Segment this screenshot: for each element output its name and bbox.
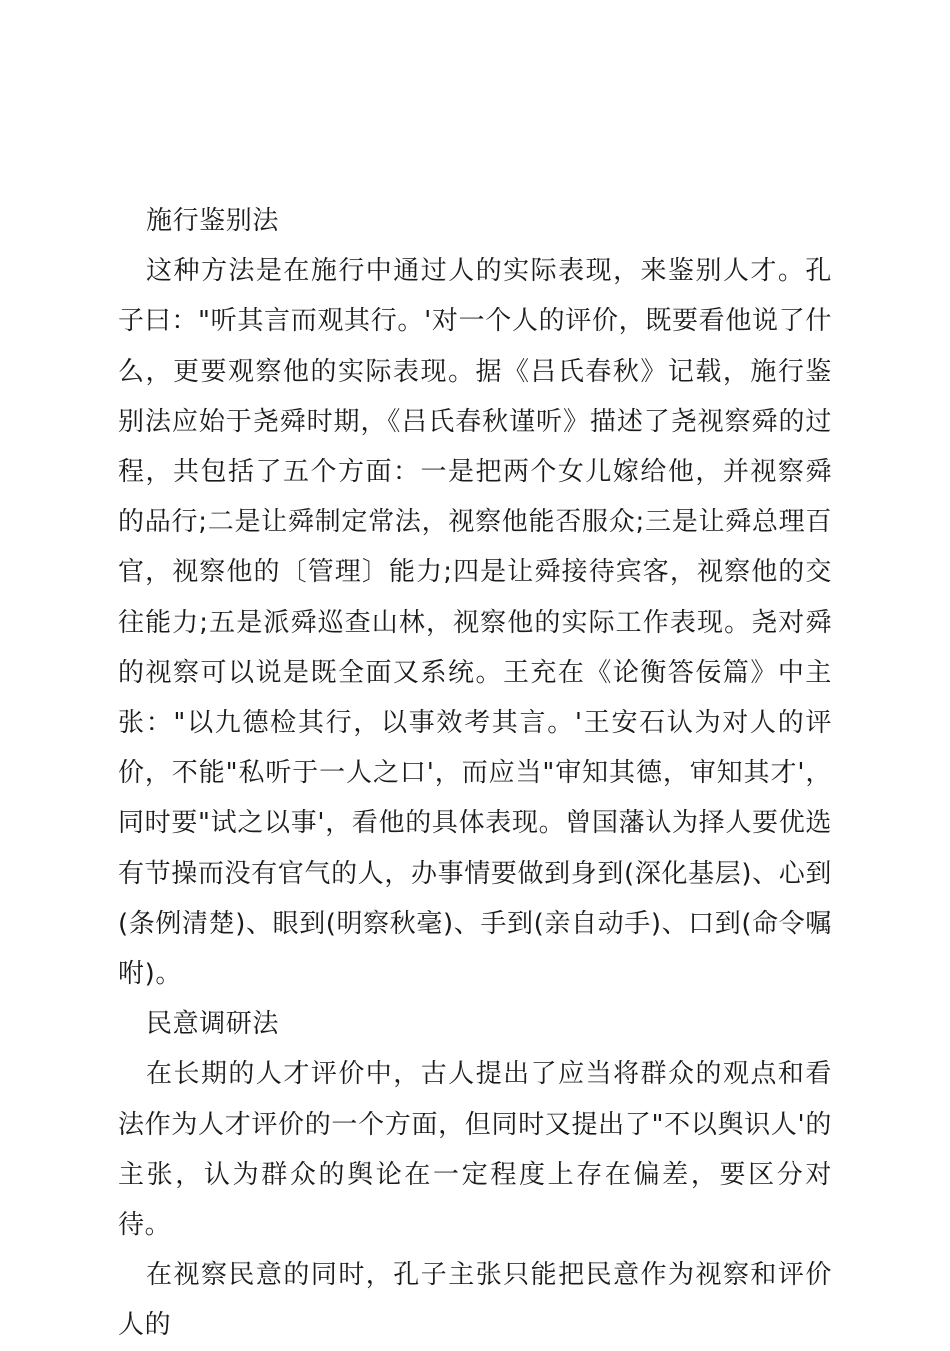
paragraph-public-opinion: 在长期的人才评价中，古人提出了应当将群众的观点和看法作为人才评价的一个方面，但同时又提出了"不以舆识人'的主张，认为群众的舆论在一定程度上存在偏差，要区分对待。: [118, 1059, 832, 1241]
document-body: [118, 196, 832, 1351]
paragraph-confucius-opinion: 在视察民意的同时，孔子主张只能把民意作为视察和评价人的: [118, 1260, 832, 1341]
section-heading-public-opinion: 民意调研法: [146, 1009, 280, 1040]
section-heading-practice-evaluation: 施行鉴别法: [146, 206, 280, 236]
paragraph-practice-evaluation: 这种方法是在施行中通过人的实际表现，来鉴别人才。孔子曰："听其言而观其行。'对一个人的评价，既要看他说了什么，更要观察他的实际表现。据《吕氏春秋》记载，施行鉴别法应始于尧舜时期，《吕氏春秋谨听》描述了尧视察舜的过程，共包括了五个方面：一是把两个女儿嫁给他，并视察舜的品行;二是让舜制定常法，视察他能否服众;三是让舜总理百官，视察他的〔管理〕能力;四是让舜接待宾客，视察他的交往能力;五是派舜巡查山林，视察他的实际工作表现。尧对舜的视察可以说是既全面又系统。王充在《论衡答佞篇》中主张："以九德检其行，以事效考其言。'王安石认为对人的评价，不能"私听于一人之口'，而应当"审知其德，审知其才'，同时要"试之以事'，看他的具体表现。曾国藩认为择人要优选有节操而没有官气的人，办事情要做到身到(深化基层)、心到(条例清楚)、眼到(明察秋毫)、手到(亲自动手)、口到(命令嘱咐)。: [118, 256, 832, 990]
